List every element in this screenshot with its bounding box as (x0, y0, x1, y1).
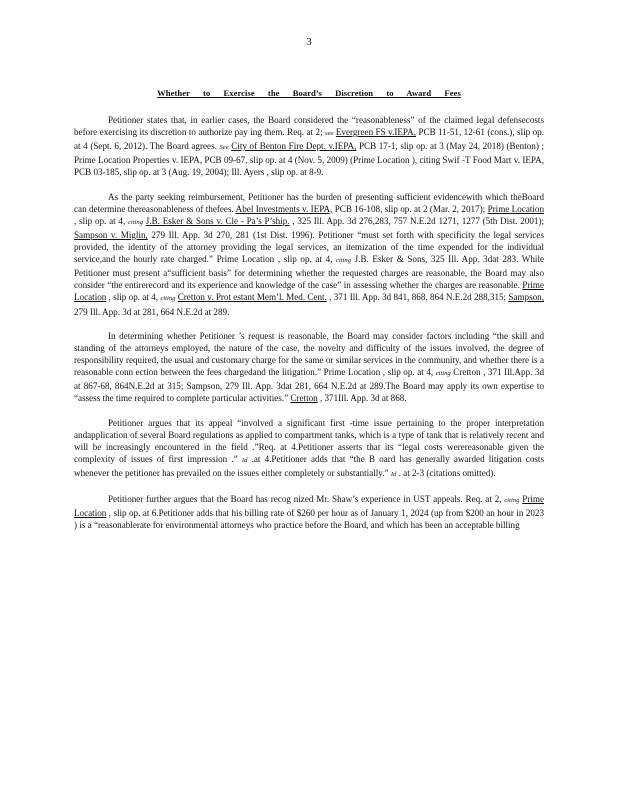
page-number: 3 (306, 36, 312, 48)
paragraph-text: , 325 Ill. App. 3d 276,283, 757 N.E.2d 1271, 1277 (5th Dist. 2001); (289, 215, 544, 226)
paragraph-text: 279 Ill. App. 3d at 281, 664 N.E.2d at 289. (74, 306, 230, 317)
paragraph-text: Petitioner states that, in earlier cases, the Board considered the “reasonableness” of the claimed legal defensecosts before exercising its discretion to authorize pay ing them. Req. at 2; (74, 115, 544, 138)
paragraph-4 (74, 417, 544, 481)
case-citation: City of Benton Fire Dept. v.IEPA, (231, 141, 357, 152)
case-citation: Prime Location (74, 494, 544, 519)
paragraph-text: PCB 11-51, 12-61 (cons.), slip op. at 4 (Sept. 6, 2012). The Board agrees. (74, 127, 544, 152)
paragraph-3 (74, 330, 544, 405)
paragraph-text: 279 Ill. App. 3d 270, 281 (1st Dist. 1996). Petitioner “must set forth with specificity the legal services provided, the identity of the attorney providing the legal services, an itemization of the time expended for the individual service,and the hourly rate charged.” Prime Location , slip op. at 4, (74, 229, 544, 265)
document-body (74, 114, 544, 544)
paragraph-5 (74, 493, 544, 531)
paragraph-text: PCB 16-108, slip op. at 2 (Mar. 2, 2017); (332, 203, 488, 214)
case-citation: J.B. Esker & Sons v. Cle - Pa’s P’ship. (145, 215, 290, 226)
paragraph-1 (74, 114, 544, 178)
citation-signal: citing (336, 257, 352, 265)
paragraph-text: J.B. Esker & Sons, 325 Ill. App. 3dat 283. While Petitioner must present a“sufficient basis” for determining whether the requested charges are reasonable, the Board may also consider “the entirerecord and its experience and knowledge of the case” in assessing whether the charges are reasonable. (74, 254, 545, 291)
citation-signal: citing (127, 218, 144, 226)
paragraph-text: . at 2-3 (citations omitted). (396, 467, 496, 478)
citation-signal: Id (241, 456, 248, 464)
paragraph-text: .at 4.Petitioner adds that “the B oard has generally awarded litigation costs whenever the petitioner has prevailed on the issues either completely or substantially.” (74, 453, 544, 478)
paragraph-text: Cretton , 371 Ill.App. 3d at 867-68, 864N.E.2d at 315; Sampson, 279 Ill. App. 3dat 281, 664 N.E.2d at 289.The Board may apply its own expertise to “assess the time required to complete particular activities.” (74, 367, 544, 404)
paragraph-text: As the party seeking reimbursement, Petitioner has the burden of presenting sufficient evidencewith which theBoard can determine thereasonableness of thefees. (74, 191, 544, 214)
paragraph-text: In determining whether Petitioner ’s request is reasonable, the Board may consider factors including “the skill and standing of the attorneys employed, the nature of the case, the novelty and difficulty of the issues involved, the degree of responsibility required, the usual and customary charge for the same or similar services in the community, and whether there is a reasonable conn ection between the fees chargedand the litigation.” Prime Location , slip op. at 4, (74, 330, 544, 378)
paragraph-text: PCB 17-1, slip op. at 3 (May 24, 2018) (Benton) ; Prime Location Properties v. IEPA, PCB 09-67, slip op. at 4 (Nov. 5, 2009) (Prime Location ), citing Swif -T Food Mart v. IEPA, PCB 03-185, slip op. at 3 (Aug. 19, 2004); Ill. Ayers , slip op. at 8-9. (74, 141, 544, 178)
citation-signal: See (219, 144, 229, 152)
paragraph-text: , slip op. at 4, (106, 292, 161, 303)
case-citation: Cretton (290, 393, 318, 404)
section-heading: Whether to Exercise the Board’s Discretion to Award Fees (157, 88, 461, 98)
paragraph-2 (74, 191, 544, 318)
paragraph-text: , 371 Ill. App. 3d 841, 868, 864 N.E.2d 288,315; (326, 292, 509, 303)
case-citation: Sampson, (508, 292, 544, 303)
case-citation: Prime Location (487, 203, 545, 214)
paragraph-text: Petitioner argues that its appeal “involved a significant first -time issue pertaining to the proper interpretation andapplication of several Board regulations as applied to compartment tanks, which is a type of tank that is relatively recent and will be increasingly encountered in the field .”Req. at 4.Petitioner asserts that its “legal costs werereasonable given the complexity of issues of first impression .” (74, 417, 544, 464)
case-citation: Prime Location (74, 280, 544, 303)
case-citation: Abel Investments v. IEPA, (235, 203, 333, 214)
case-citation: Evergreen FS v.IEPA, (335, 127, 416, 138)
case-citation: Cretton v. Prot estant Mem’l. Med. Cent. (177, 292, 327, 303)
case-citation: Sampson v. Miglin, (74, 229, 148, 240)
citation-signal: see (325, 130, 334, 138)
paragraph-text: , slip op. at 4, (74, 215, 128, 226)
citation-signal: citing (160, 295, 176, 303)
citation-signal: citing (435, 370, 451, 378)
paragraph-text: , 371Ill. App. 3d at 868. (317, 393, 407, 404)
paragraph-text: , slip op. at 6.Petitioner adds that his billing rate of $260 per hour as of January 1, 2024 (up from $200 an hour in 2023 ) is a “reasonablerate for environmental attorneys who practice before the Board, and which has been an acceptable billing (74, 508, 544, 531)
citation-signal: Id (390, 470, 397, 478)
paragraph-text: Petitioner further argues that the Board has recog nized Mr. Shaw’s experience in UST appeals. Req. at 2, (108, 494, 505, 505)
citation-signal: citing (504, 497, 520, 505)
